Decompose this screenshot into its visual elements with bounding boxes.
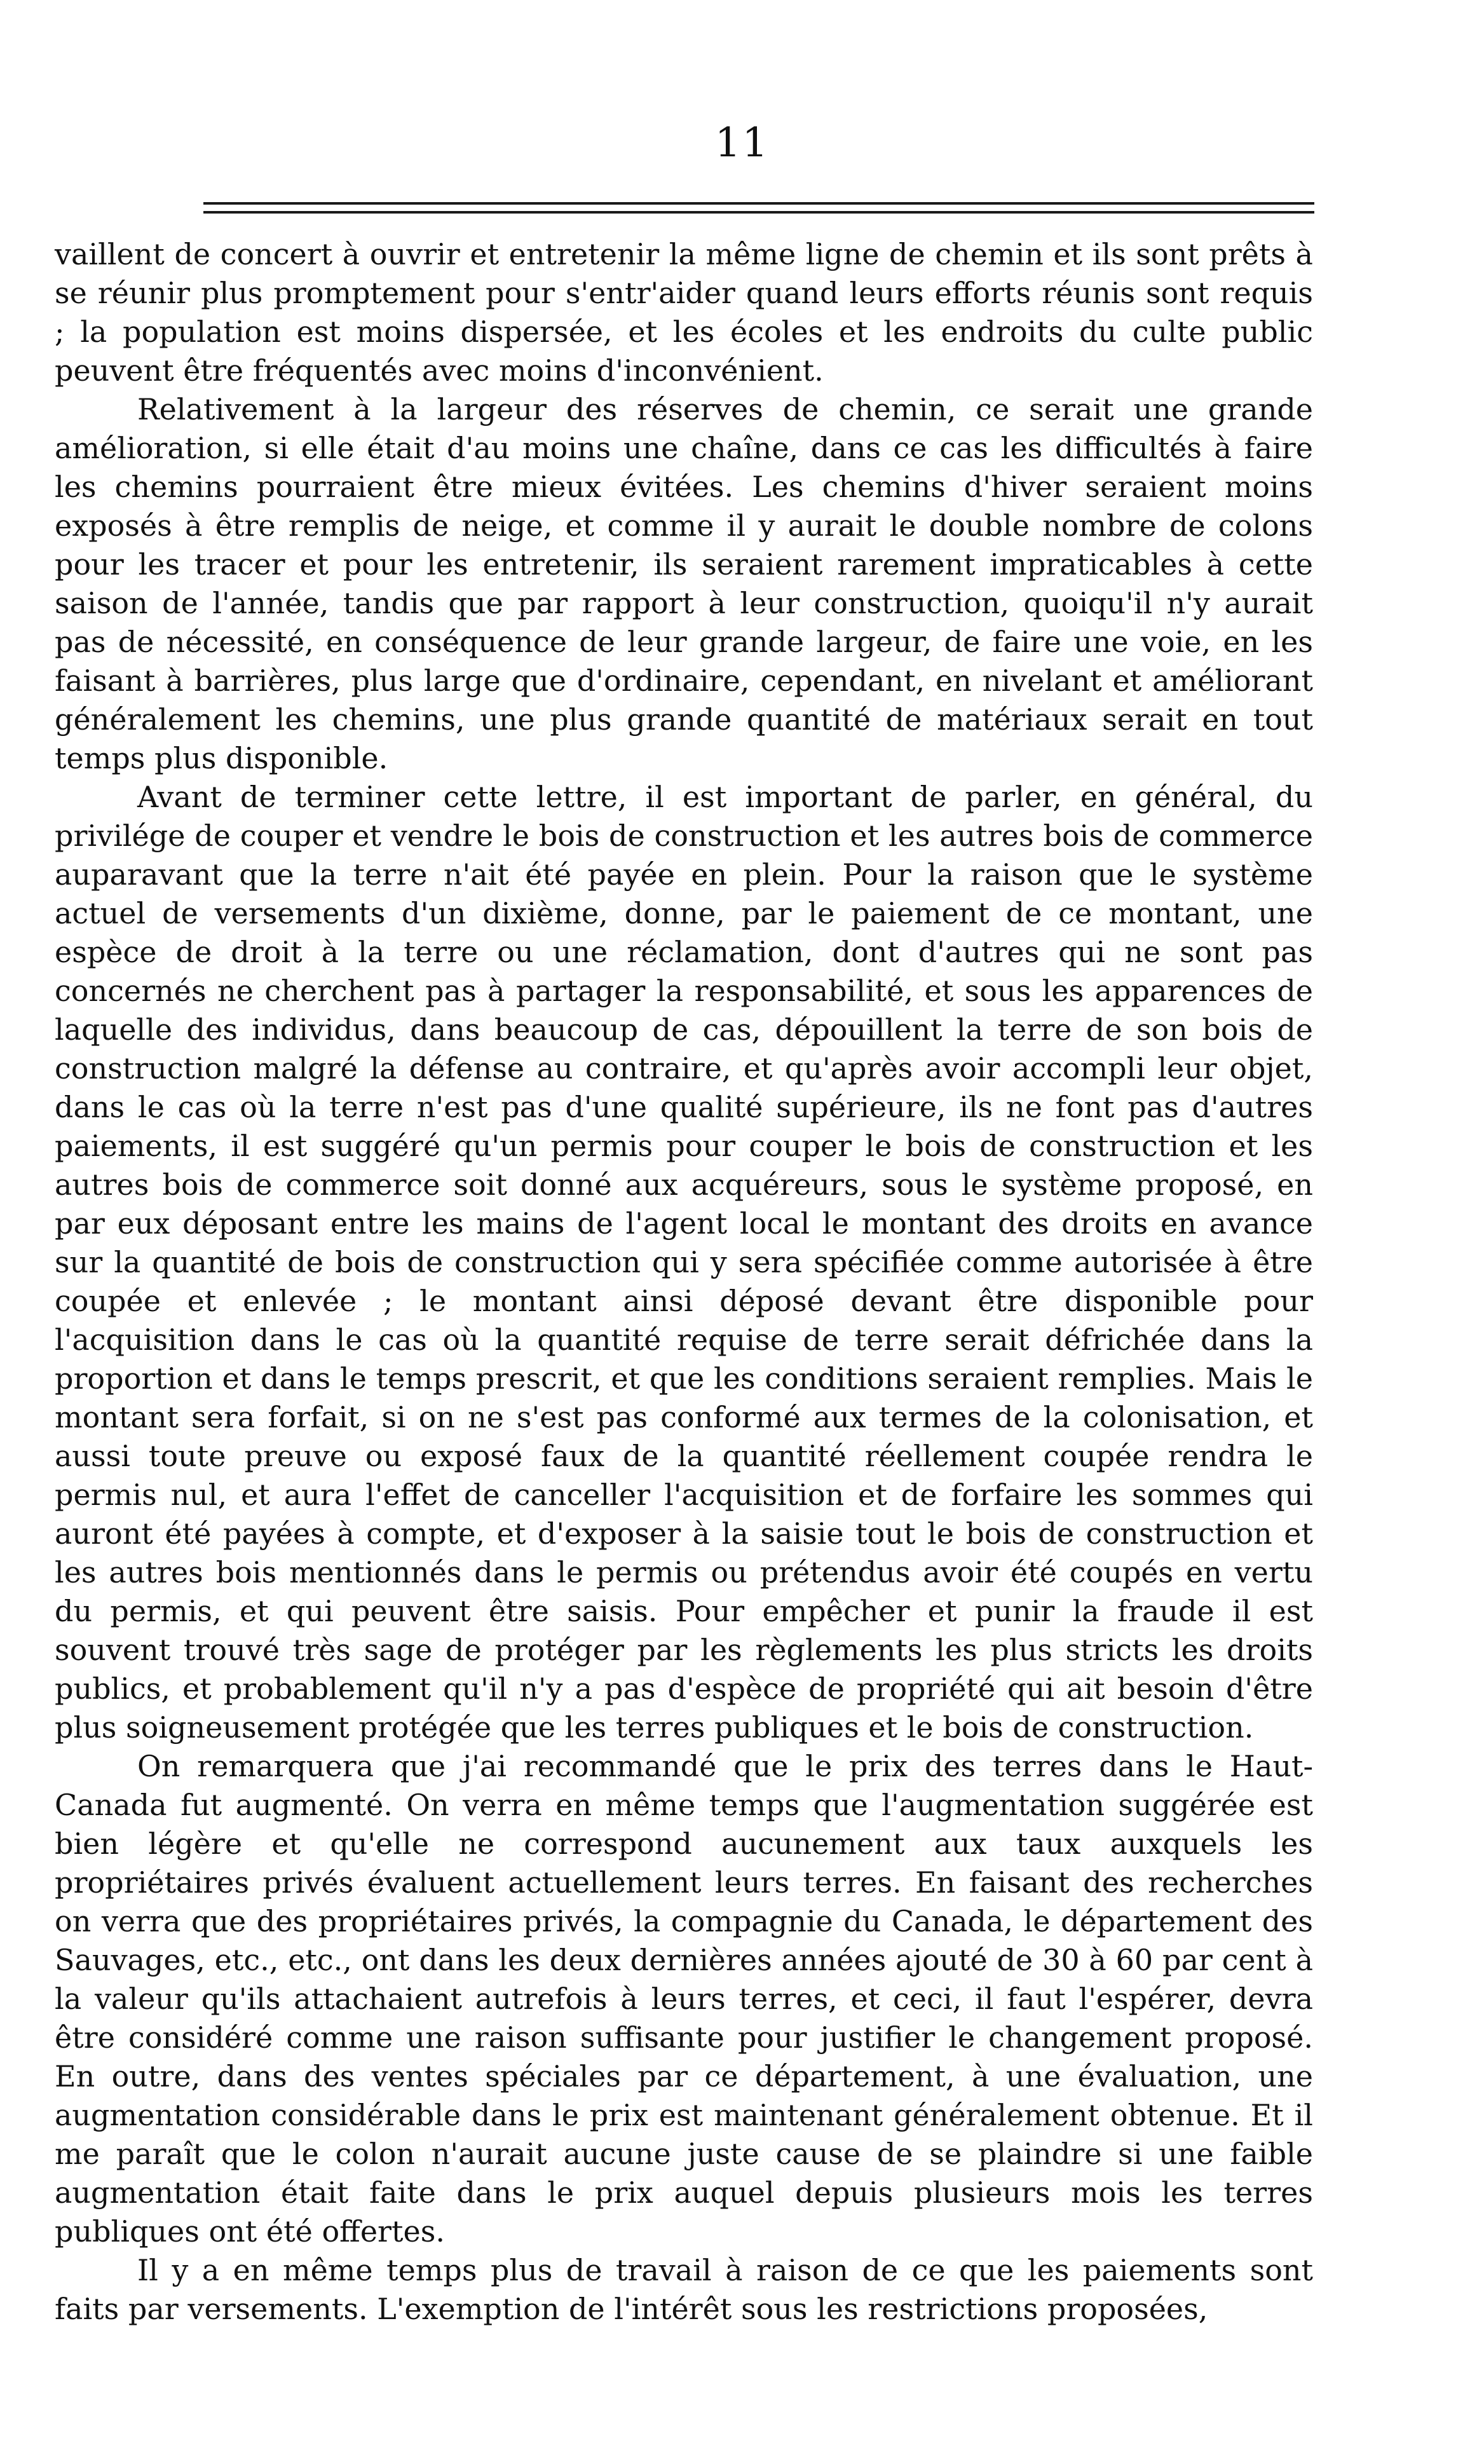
paragraph: On remarquera que j'ai recommandé que le prix des terres dans le Haut-Canada fut augmenté. On verra en même temps que l'augmentation suggérée est bien légère et qu'elle ne correspond aucunement aux taux auxquels les propriétaires privés évaluent actuellement leurs terres. En faisant des recherches on verra que des propriétaires privés, la compagnie du Canada, le département des Sauvages, etc., etc., ont dans les deux dernières années ajouté de 30 à 60 par cent à la valeur qu'ils attachaient autrefois à leurs terres, et ceci, il faut l'espérer, devra être considéré comme une raison suffisante pour justifier le changement proposé. En outre, dans des ventes spéciales par ce département, à une évaluation, une augmentation considérable dans le prix est maintenant généralement obtenue. Et il me paraît que le colon n'aurait aucune juste cause de se plaindre si une faible augmentation était faite dans le prix auquel depuis plusieurs mois les terres publiques ont été offertes. [55,1749,1313,2249]
paragraph: Relativement à la largeur des réserves de chemin, ce serait une grande amélioration, si elle était d'au moins une chaîne, dans ce cas les difficultés à faire les chemins pourraient être mieux évitées. Les chemins d'hiver seraient moins exposés à être remplis de neige, et comme il y aurait le double nombre de colons pour les tracer et pour les entretenir, ils seraient rarement impraticables à cette saison de l'année, tandis que par rapport à leur construction, quoiqu'il n'y aurait pas de nécessité, en conséquence de leur grande largeur, de faire une voie, en les faisant à barrières, plus large que d'ordinaire, cependant, en nivelant et améliorant généralement les chemins, une plus grande quantité de matériaux serait en tout temps plus disponible. [55,392,1313,775]
header-rule-double [203,211,1314,214]
paragraph: vaillent de concert à ouvrir et entretenir la même ligne de chemin et ils sont prêts à se réunir plus promptement pour s'entr'aider quand leurs efforts réunis sont requis ; la population est moins dispersée, et les écoles et les endroits du culte public peuvent être fréquentés avec moins d'inconvénient. [55,237,1313,388]
paragraph: Avant de terminer cette lettre, il est important de parler, en général, du privilége de couper et vendre le bois de construction et les autres bois de commerce auparavant que la terre n'ait été payée en plein. Pour la raison que le système actuel de versements d'un dixième, donne, par le paiement de ce montant, une espèce de droit à la terre ou une réclamation, dont d'autres qui ne sont pas concernés ne cherchent pas à partager la responsabilité, et sous les apparences de laquelle des individus, dans beaucoup de cas, dépouillent la terre de son bois de construction malgré la défense au contraire, et qu'après avoir accompli leur objet, dans le cas où la terre n'est pas d'une qualité supérieure, ils ne font pas d'autres paiements, il est suggéré qu'un permis pour couper le bois de construction et les autres bois de commerce soit donné aux acquéreurs, sous le système proposé, en par eux déposant entre les mains de l'agent local le montant des droits en avance sur la quantité de bois de construction qui y sera spécifiée comme autorisée à être coupée et enlevée ; le montant ainsi déposé devant être disponible pour l'acquisition dans le cas où la quantité requise de terre serait défrichée dans la proportion et dans le temps prescrit, et que les conditions seraient remplies. Mais le montant sera forfait, si on ne s'est pas conformé aux termes de la colonisation, et aussi toute preuve ou exposé faux de la quantité réellement coupée rendra le permis nul, et aura l'effet de canceller l'acquisition et de forfaire les sommes qui auront été payées à compte, et d'exposer à la saisie tout le bois de construction et les autres bois mentionnés dans le permis ou prétendus avoir été coupés en vertu du permis, et qui peuvent être saisis. Pour empêcher et punir la fraude il est souvent trouvé très sage de protéger par les règlements les plus stricts les droits publics, et probablement qu'il n'y a pas d'espèce de propriété qui ait besoin d'être plus soigneusement protégée que les terres publiques et le bois de construction. [55,780,1313,1745]
paragraph: Il y a en même temps plus de travail à raison de ce que les paiements sont faits par versements. L'exemption de l'intérêt sous les restrictions proposées, [55,2253,1313,2326]
header-rule [203,202,1314,205]
page-number: 11 [714,119,770,167]
body-text [55,235,1313,2329]
